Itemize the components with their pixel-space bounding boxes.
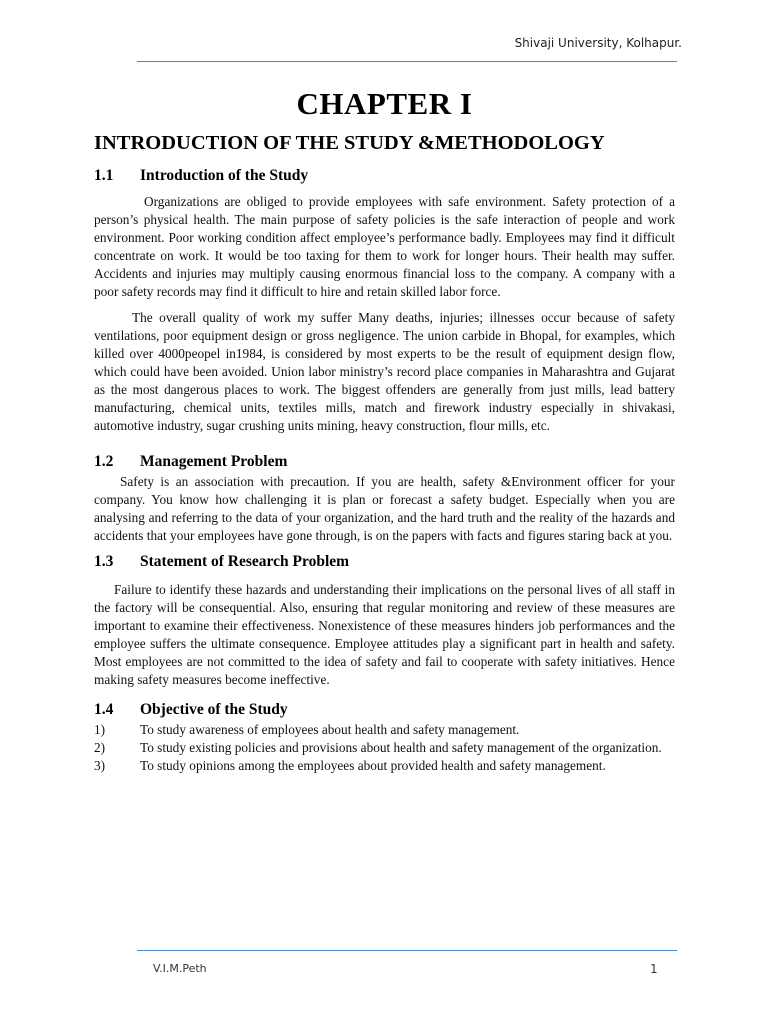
objective-text: To study existing policies and provisions about health and safety management of the organization. [140, 740, 662, 755]
section-number: 1.4 [94, 701, 114, 718]
objective-item [94, 721, 675, 739]
chapter-title: CHAPTER I [296, 86, 473, 121]
header-rule [137, 61, 677, 62]
footer-rule [137, 950, 677, 951]
paragraph: Safety is an association with precaution. If you are health, safety &Environment officer for your company. You know how challenging it is plan or forecast a safety budget. Especially when you are analysing and referring to the data of your organization, and the hard truth and the reality of the hazards and accidents that your employees have gone through, is on the papers with facts and figures staring back at you. [94, 474, 675, 543]
objective-item [94, 739, 675, 757]
section-title: Statement of Research Problem [140, 553, 350, 570]
section-title: Introduction of the Study [140, 167, 309, 184]
section-number: 1.1 [94, 167, 114, 184]
footer-institution: V.I.M.Peth [153, 962, 207, 975]
objective-number: 3) [94, 758, 106, 773]
running-header: Shivaji University, Kolhapur. [514, 36, 682, 50]
paragraph: Failure to identify these hazards and understanding their implications on the personal lives of all staff in the factory will be consequential. Also, ensuring that regular monitoring and review of these measures are important to examine their effectiveness. Nonexistence of these measures hinders job performances and the employee suffers the ultimate consequence. Employee attitudes play a significant part in health and safety. Most employees are not committed to the idea of safety and fail to cooperate with safety initiatives. Hence making safety measures become ineffective. [94, 582, 675, 687]
objective-number: 1) [94, 722, 106, 737]
section-number: 1.3 [94, 553, 114, 570]
paragraph: The overall quality of work my suffer Many deaths, injuries; illnesses occur because of safety ventilations, poor equipment design or gross negligence. The union carbide in Bhopal, for examples, which killed over 4000peopel in1984, is considered by most experts to be the result of equipment design flow, which could have been avoided. Union labor ministry’s record place companies in Maharashtra and Gujarat as the most dangerous places to work. The biggest offenders are generally from just mills, lead battery manufacturing, chemical units, textiles mills, match and firework industry especially in shivakasi, automotive industry, sugar crushing units mining, heavy construction, flour mills, etc. [94, 310, 675, 433]
objective-number: 2) [94, 740, 106, 755]
objective-text: To study awareness of employees about health and safety management. [140, 722, 520, 737]
objective-item [94, 757, 675, 775]
page-body [94, 86, 675, 775]
section-title: Objective of the Study [140, 701, 288, 718]
chapter-subtitle: INTRODUCTION OF THE STUDY &METHODOLOGY [94, 132, 605, 154]
section-heading-1-4 [94, 701, 675, 719]
section-heading-1-2 [94, 453, 675, 471]
section-heading-1-3 [94, 553, 675, 571]
section-title: Management Problem [140, 453, 288, 470]
objective-text: To study opinions among the employees about provided health and safety management. [140, 758, 606, 773]
section-number: 1.2 [94, 453, 114, 470]
page-number: 1 [650, 962, 658, 976]
section-heading-1-1 [94, 167, 675, 185]
paragraph: Organizations are obliged to provide employees with safe environment. Safety protection of a person’s physical health. The main purpose of safety policies is the safe interaction of people and work environment. Poor working condition affect employee’s performance badly. Employees may find it difficult concentrate on work. It would be too taxing for them to work for longer hours. Their health may suffer. Accidents and injuries may multiply causing enormous financial loss to the company. A company with a poor safety records may find it difficult to hire and retain skilled labor force. [94, 194, 675, 299]
